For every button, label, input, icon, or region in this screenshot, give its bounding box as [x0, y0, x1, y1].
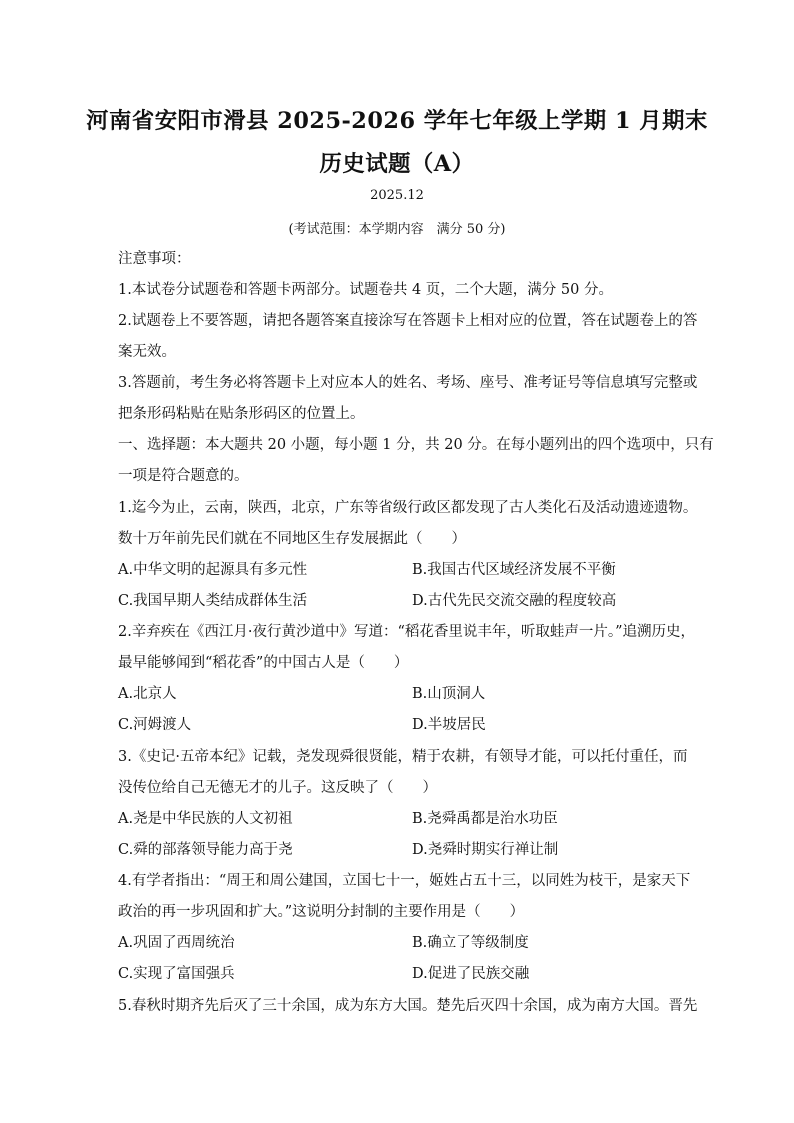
q3-stem-line1: 3.《史记·五帝本纪》记载，尧发现舜很贤能，精于农耕，有领导才能，可以托付重任，而 [118, 749, 688, 765]
q4-stem-line1: 4.有学者指出：“周王和周公建国，立国七十一，姬姓占五十三，以同姓为枝干，是家天下 [118, 873, 691, 889]
q5-stem-line1: 5.春秋时期齐先后灭了三十余国，成为东方大国。楚先后灭四十余国，成为南方大国。晋先 [118, 998, 698, 1014]
exam-title-line2: 历史试题（A） [319, 151, 475, 177]
q3-option-c: C.舜的部落领导能力高于尧 [118, 842, 293, 858]
q2-option-a: A.北京人 [118, 686, 177, 702]
exam-scope: (考试范围：本学期内容 满分 50 分) [288, 222, 506, 237]
q4-stem-line2: 政治的再一步巩固和扩大。”这说明分封制的主要作用是（ ） [118, 904, 525, 920]
note-3-line2: 把条形码粘贴在贴条形码区的位置上。 [118, 406, 365, 422]
q4-option-c: C.实现了富国强兵 [118, 966, 235, 982]
q2-stem-line1: 2.辛弃疾在《西江月·夜行黄沙道中》写道：“稻花香里说丰年，听取蛙声一片。”追溯历史， [118, 624, 696, 640]
exam-date: 2025.12 [370, 188, 424, 203]
q3-option-b: B.尧舜禹都是治水功臣 [412, 811, 558, 827]
q3-option-a: A.尧是中华民族的人文初祖 [118, 811, 293, 827]
q4-option-b: B.确立了等级制度 [412, 935, 529, 951]
note-2-line1: 2.试题卷上不要答题，请把各题答案直接涂写在答题卡上相对应的位置，答在试题卷上的答 [118, 313, 698, 329]
q1-stem-line1: 1.迄今为止，云南，陕西，北京，广东等省级行政区都发现了古人类化石及活动遗迹遗物。 [118, 500, 698, 516]
q1-option-b: B.我国古代区域经济发展不平衡 [412, 562, 616, 578]
q2-option-c: C.河姆渡人 [118, 717, 192, 733]
q2-option-d: D.半坡居民 [412, 717, 486, 733]
note-3-line1: 3.答题前，考生务必将答题卡上对应本人的姓名、考场、座号、准考证号等信息填写完整或 [118, 375, 698, 391]
q2-stem-line2: 最早能够闻到“稻花香”的中国古人是（ ） [118, 655, 409, 671]
q4-option-d: D.促进了民族交融 [412, 966, 530, 982]
q2-option-b: B.山顶洞人 [412, 686, 486, 702]
note-2-line2: 案无效。 [118, 344, 176, 360]
q1-option-c: C.我国早期人类结成群体生活 [118, 593, 308, 609]
q1-stem-line2: 数十万年前先民们就在不同地区生存发展据此（ ） [118, 531, 466, 547]
note-1: 1.本试卷分试题卷和答题卡两部分。试题卷共 4 页，二个大题，满分 50 分。 [118, 282, 613, 298]
exam-title-line1: 河南省安阳市滑县 2025-2026 学年七年级上学期 1 月期末 [86, 108, 708, 134]
notes-heading: 注意事项： [118, 251, 191, 267]
q4-option-a: A.巩固了西周统治 [118, 935, 235, 951]
q3-option-d: D.尧舜时期实行禅让制 [412, 842, 559, 858]
q1-option-a: A.中华文明的起源具有多元性 [118, 562, 308, 578]
section1-intro-line2: 一项是符合题意的。 [118, 468, 249, 484]
section1-intro-line1: 一、选择题：本大题共 20 小题，每小题 1 分，共 20 分。在每小题列出的四个选项中，只有 [118, 437, 714, 453]
q3-stem-line2: 没传位给自己无德无才的儿子。这反映了（ ） [118, 780, 437, 796]
q1-option-d: D.古代先民交流交融的程度较高 [412, 593, 617, 609]
